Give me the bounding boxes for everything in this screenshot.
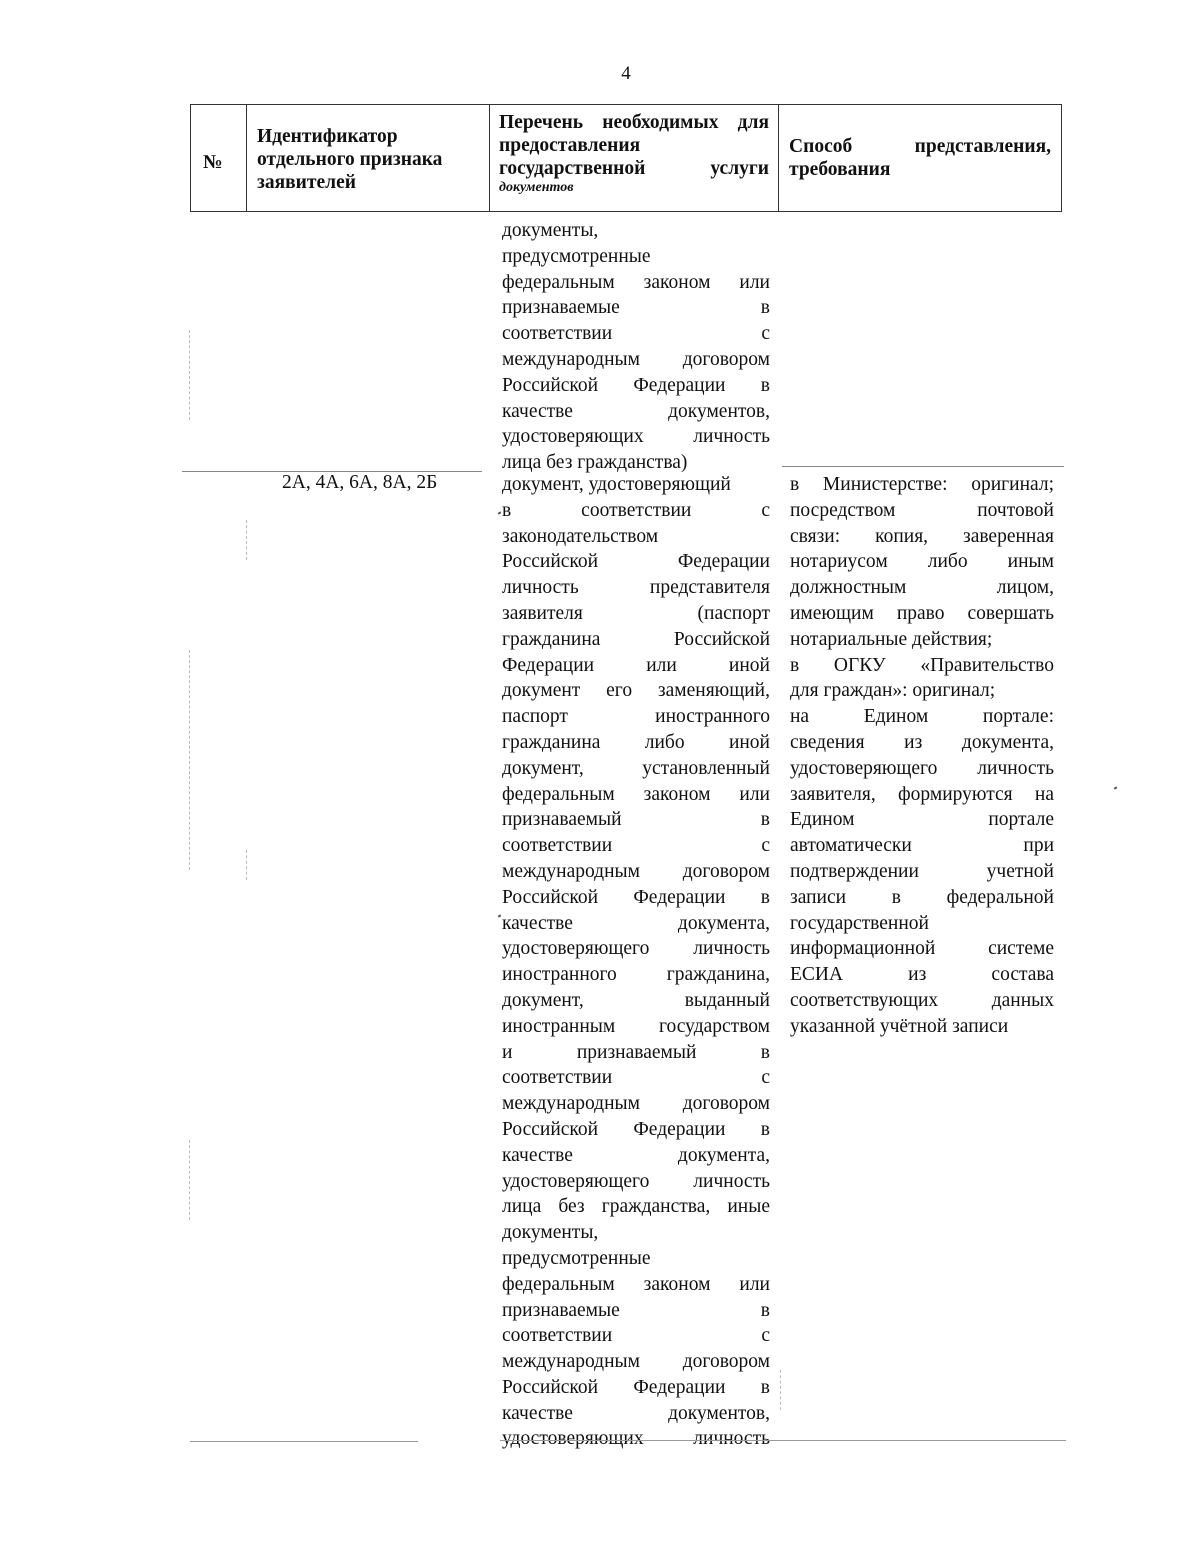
doc-line: предусмотренные [502,1247,651,1269]
doc-line: качестве документа, [502,1144,770,1166]
scan-speck [498,914,502,917]
bottom-rule [500,1440,1066,1441]
method-line: имеющим право совершать [790,602,1054,624]
scan-mark [246,520,247,560]
doc-line: Российской Федерации в [502,1118,770,1140]
scan-mark [780,1370,781,1410]
method-line: соответствующих данных [790,989,1054,1011]
doc-line: иностранного гражданина, [502,964,770,986]
doc-line: документ его заменяющий, [502,680,770,702]
doc-line: федеральным законом или [502,783,770,805]
doc-line: удостоверяющего личность [502,938,770,960]
method-line: информационной системе [790,938,1054,960]
doc-line: международным договором [502,348,770,370]
page-number: 4 [621,63,631,84]
scan-speck [498,511,502,514]
doc-line: документы, [502,1222,599,1244]
scan-speck [1114,786,1118,789]
row-divider [782,466,1064,467]
doc-line: Российской Федерации в [502,1376,770,1398]
doc-line: соответствии с [502,1325,770,1347]
header-divider [778,105,779,211]
doc-line: заявителя (паспорт [502,602,770,624]
doc-line: удостоверяющих личность [502,1428,770,1450]
doc-line: соответствии с [502,1067,770,1089]
method-line: должностным лицом, [790,577,1054,599]
method-line: нотариальные действия; [790,628,993,650]
doc-line: Российской Федерации [502,551,770,573]
method-line: в Министерстве: оригинал; [790,474,1054,495]
doc-line: лица без гражданства, иные [502,1196,770,1218]
doc-line: удостоверяющего личность [502,1170,770,1192]
doc-line: федеральным законом или [502,271,770,293]
doc-line: гражданина либо иной [502,731,770,753]
doc-line: федеральным законом или [502,1273,770,1295]
doc-line: законодательством [502,525,659,547]
doc-line: документ, выданный [502,989,770,1011]
doc-line: Российской Федерации в [502,886,770,908]
header-documents-main: Перечень необходимых для предоставления государственной услуги [499,112,769,179]
scan-mark [189,650,190,870]
doc-line: признаваемые в [502,297,770,319]
doc-line: иностранным государством [502,1015,770,1037]
method-line: удостоверяющего личность [790,757,1054,779]
doc-line: качестве документа, [502,912,770,934]
doc-line: Российской Федерации в [502,374,770,396]
method-line: записи в федеральной [790,886,1054,908]
header-documents-tail: документов [499,180,574,195]
doc-line: документ, установленный [502,757,770,779]
doc-line: качестве документов, [502,400,770,422]
doc-line: признаваемый в [502,809,770,831]
method-line: на Едином портале: [790,706,1054,728]
doc-line: международным договором [502,1351,770,1373]
doc-line: личность представителя [502,577,770,599]
doc-line: соответствии с [502,835,770,857]
doc-line: Федерации или иной [502,654,770,676]
method-line: связи: копия, заверенная [790,525,1054,547]
method-line: заявителя, формируются на [790,783,1054,805]
method-line: ЕСИА из состава [790,964,1054,986]
scan-mark [246,850,247,880]
row-identifier: 2А, 4А, 6А, 8А, 2Б [282,472,438,493]
scan-mark [189,1140,190,1220]
header-divider [489,105,490,211]
doc-line: лица без гражданства) [502,452,688,474]
doc-line: гражданина Российской [502,628,770,650]
method-line: посредством почтовой [790,499,1054,521]
method-line: в ОГКУ «Правительство [790,654,1054,676]
doc-line: удостоверяющих личность [502,426,770,448]
row-documents-cell [502,472,770,1452]
doc-line: в соответствии с [502,499,770,521]
method-line: нотариусом либо иным [790,551,1054,573]
table-header [190,104,1062,212]
continuation-documents-cell [502,218,770,476]
header-method-first: Способ представления, [789,136,1051,157]
header-documents [499,111,769,199]
method-line: сведения из документа, [790,731,1054,753]
doc-line: и признаваемый в [502,1041,770,1063]
method-line: для граждан»: оригинал; [790,680,996,702]
doc-line: документ, удостоверяющий [502,474,731,495]
doc-line: международным договором [502,860,770,882]
doc-line: соответствии с [502,323,770,345]
method-line: подтверждении учетной [790,860,1054,882]
method-line: указанной учётной записи [790,1015,1009,1037]
row-method-cell [790,472,1054,1040]
doc-line: международным договором [502,1093,770,1115]
method-line: автоматически при [790,835,1054,857]
header-method [789,135,1051,181]
doc-line: паспорт иностранного [502,706,770,728]
header-divider [246,105,247,211]
method-line: Едином портале [790,809,1054,831]
header-method-second: требования [789,159,891,180]
doc-line: признаваемые в [502,1299,770,1321]
doc-line: качестве документов, [502,1402,770,1424]
scan-mark [189,330,190,420]
header-identifier: Идентификатор отдельного признака заявителей [257,126,443,193]
doc-line: документы, [502,220,599,241]
method-line: государственной [790,912,929,934]
doc-line: предусмотренные [502,245,651,267]
header-number: № [203,152,223,173]
bottom-rule [190,1441,418,1442]
